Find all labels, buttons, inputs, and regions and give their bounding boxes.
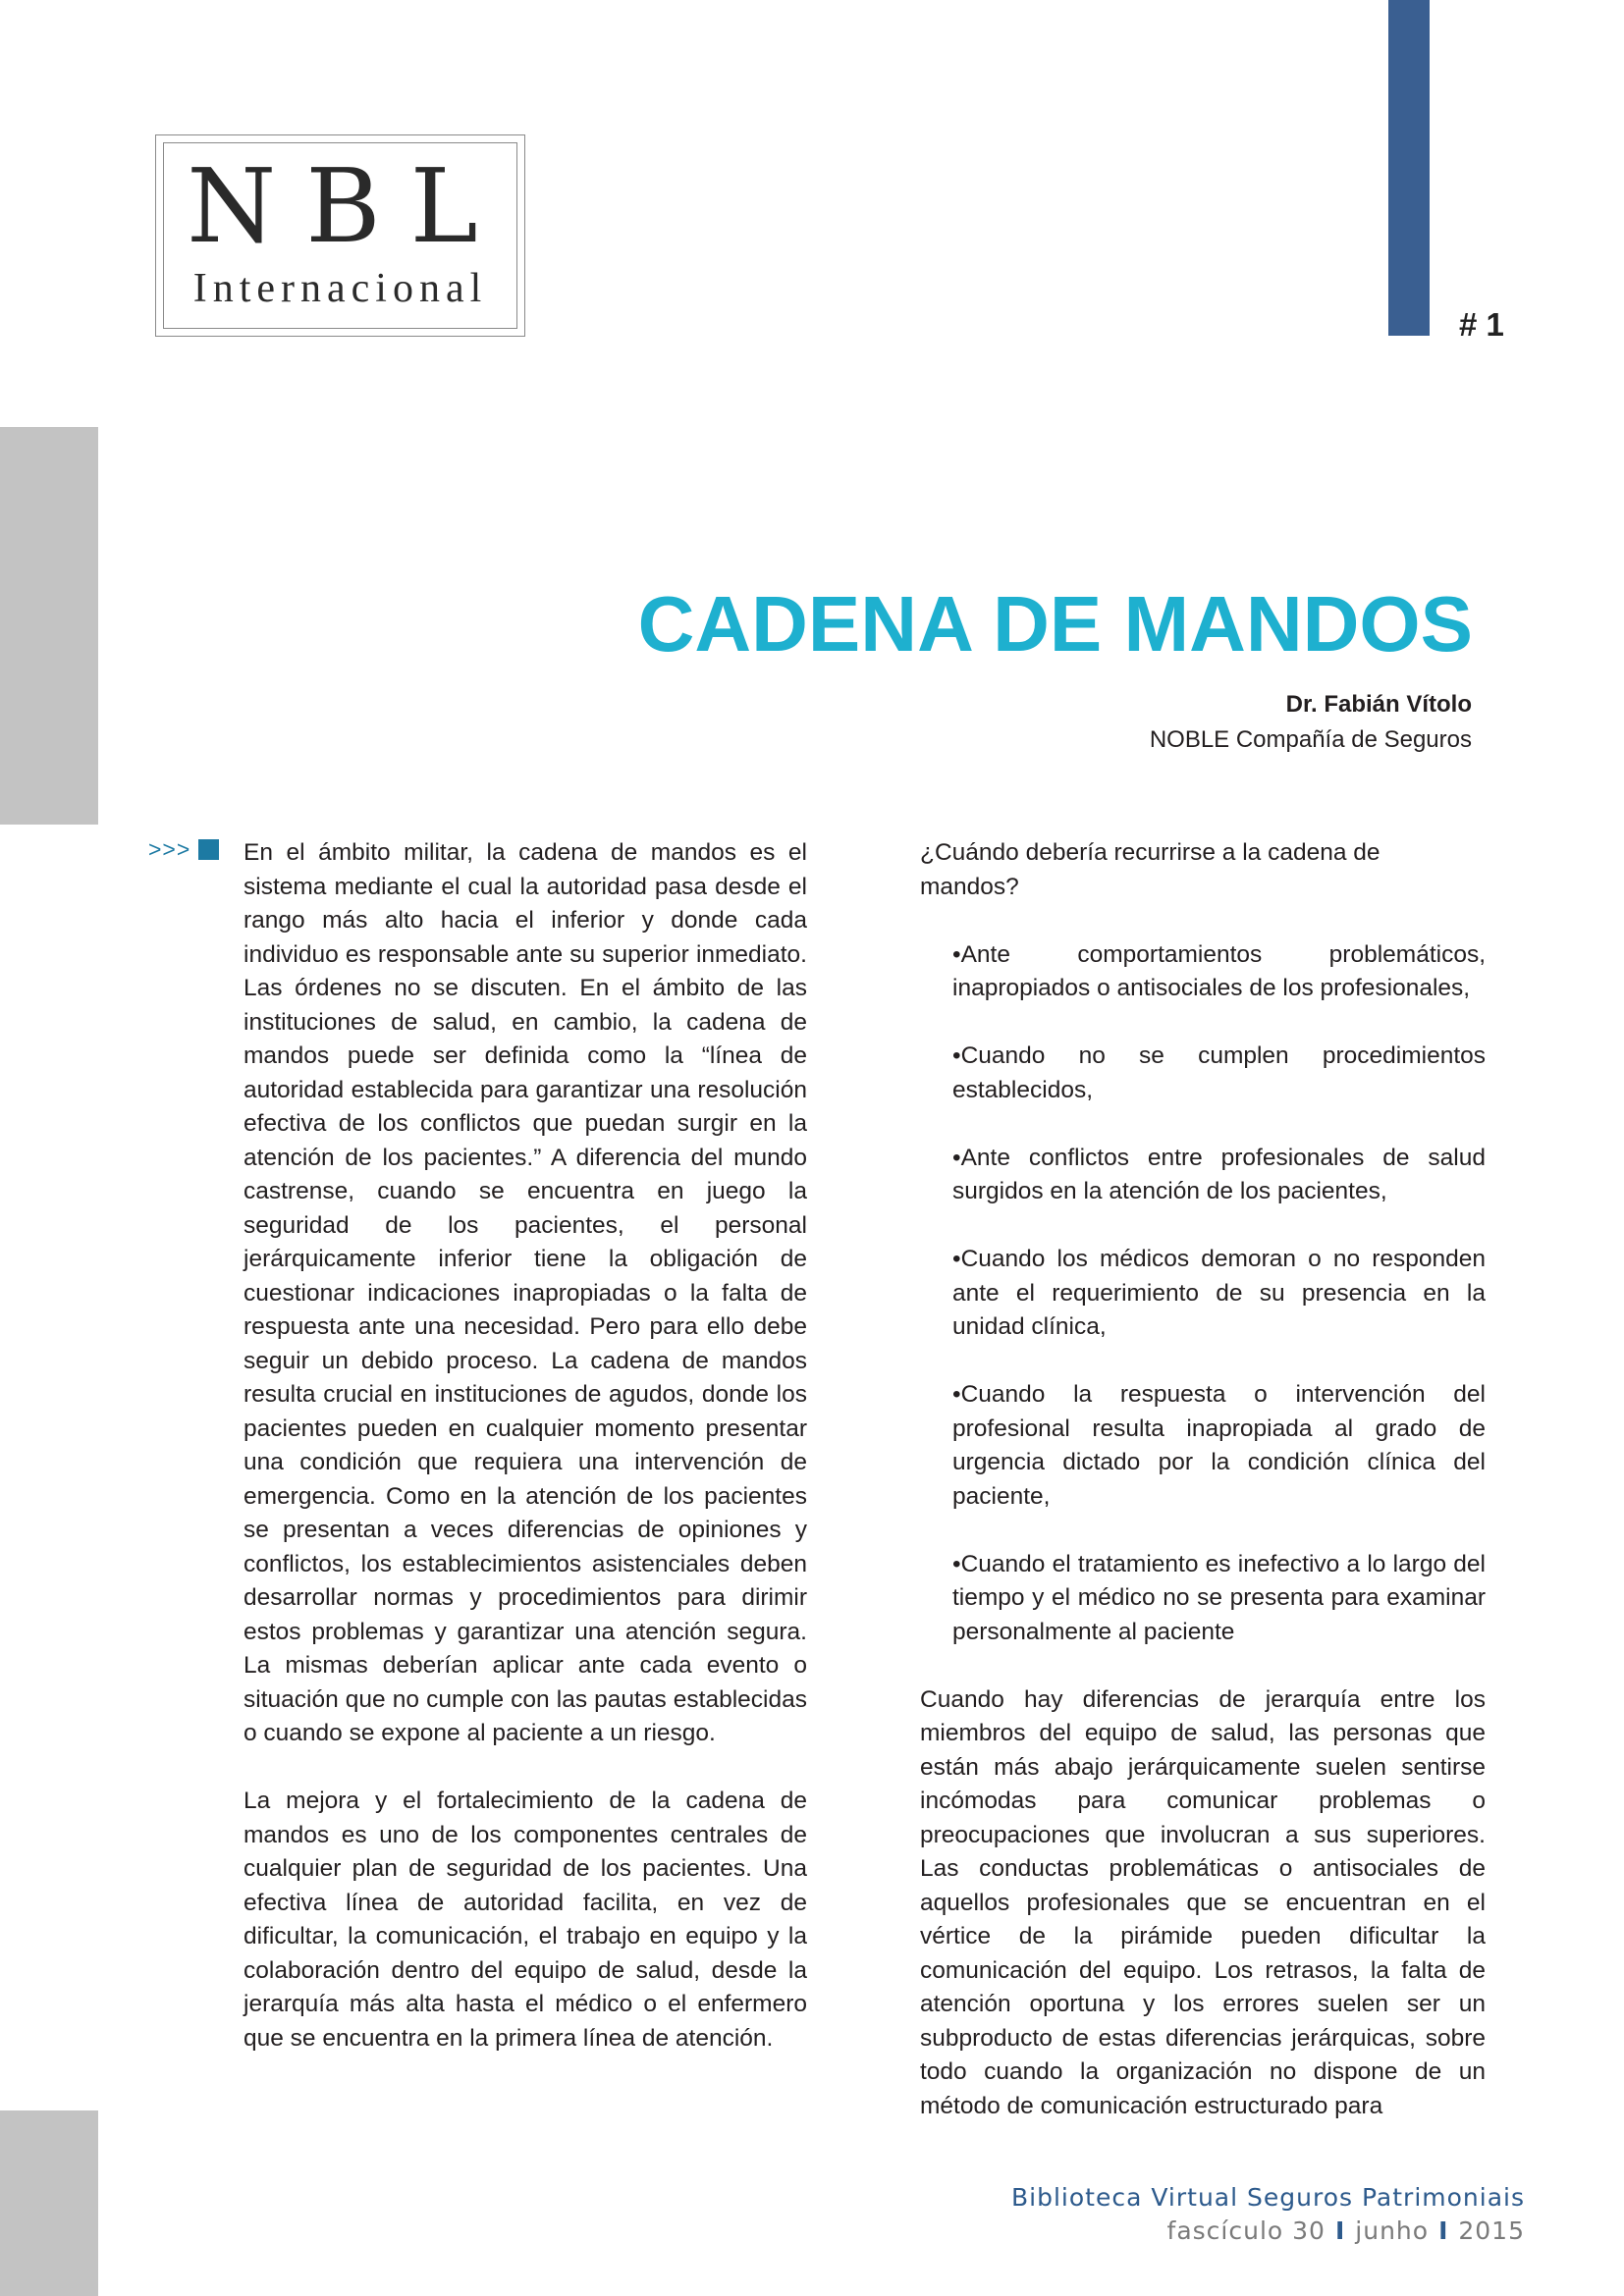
footer-year: 2015: [1458, 2216, 1525, 2245]
list-item: •Cuando no se cumplen procedimientos establecidos,: [952, 1042, 1486, 1103]
list-item: •Cuando los médicos demoran o no responden ante el requerimiento de su presencia en la unidad clínica,: [952, 1246, 1486, 1340]
paragraph: En el ámbito militar, la cadena de mandos es el sistema mediante el cual la autoridad pasa desde el rango más alto hacia el inferior y donde cada individuo es responsable ante su superior inmediato. Las órdenes no se discuten. En el ámbito de las instituciones de salud, en cambio, la cadena de mandos puede ser definida como la “línea de autoridad establecida para garantizar una resolución efectiva de los conflictos que puedan surgir en la atención de los pacientes.” A diferencia del mundo castrense, cuando se encuentra en juego la seguridad de los pacientes, el personal jerárquicamente inferior tiene la obligación de cuestionar indicaciones inapropiadas o la falta de respuesta ante una necesidad. Pero para ello debe seguir un debido proceso. La cadena de mandos resulta crucial en instituciones de agudos, donde los pacientes pueden en cualquier momento presentar una condición que requiera una intervención de emergencia. Como en la atención de los pacientes se presentan a veces diferencias de opiniones y conflictos, los establecimientos asistenciales deben desarrollar normas y procedimientos para dirimir estos problemas y garantizar una atención segura. La mismas deberían aplicar ante cada evento o situación que no cumple con las pautas establecidas o cuando se expone al paciente a un riesgo.: [244, 839, 807, 1746]
author-organization: NOBLE Compañía de Seguros: [1149, 726, 1472, 753]
author-block: [1150, 687, 1472, 758]
question-heading: ¿Cuándo debería recurrirse a la cadena de mandos?: [920, 839, 1380, 900]
list-item: •Ante conflictos entre profesionales de salud surgidos en la atención de los pacientes,: [952, 1144, 1486, 1204]
nbl-logo: [155, 134, 525, 337]
author-name: Dr. Fabián Vítolo: [1285, 691, 1472, 718]
footer-fascicle: fascículo 30: [1166, 2216, 1326, 2245]
logo-main-text: NBL: [187, 146, 508, 266]
bullet-list: [920, 938, 1486, 1650]
lead-marker: [148, 836, 219, 863]
list-item: •Ante comportamientos problemáticos, inapropiados o antisociales de los profesionales,: [952, 940, 1486, 1001]
top-accent-bar: [1388, 0, 1430, 336]
paragraph: Cuando hay diferencias de jerarquía entre los miembros del equipo de salud, las personas que están más abajo jerárquicamente suelen sentirse incómodas para comunicar problemas o preocupaciones que involucran a sus superiores. Las conductas problemáticas o antisociales de aquellos profesionales que se encuentran en el vértice de la pirámide pueden dificultar la comunicación del equipo. Los retrasos, la falta de atención oportuna y los errores suelen ser un subproducto de estas diferencias jerárquicas, sobre todo cuando la organización no dispone de un método de comunicación estructurado para: [920, 1685, 1486, 2119]
issue-number: # 1: [1459, 306, 1504, 343]
footer-library: Biblioteca Virtual Seguros Patrimoniais: [1011, 2183, 1525, 2212]
left-column: [244, 836, 807, 2090]
list-item: •Cuando la respuesta o intervención del profesional resulta inapropiada al grado de urgencia dictado por la condición clínica del paciente,: [952, 1381, 1486, 1510]
logo-sub-text: Internacional: [192, 266, 488, 311]
footer-issue-line: [1011, 2215, 1525, 2248]
lead-arrows-icon: >>>: [148, 836, 191, 862]
lead-square-icon: [198, 839, 219, 860]
list-item: •Cuando el tratamiento es inefectivo a lo largo del tiempo y el médico no se presenta para examinar personalmente al paciente: [952, 1550, 1486, 1645]
page-footer: [1011, 2181, 1525, 2248]
right-column: [920, 836, 1486, 2123]
article-title: CADENA DE MANDOS: [637, 580, 1473, 667]
side-accent-bottom: [0, 2110, 98, 2296]
footer-separator: I: [1334, 2216, 1346, 2245]
paragraph: La mejora y el fortalecimiento de la cadena de mandos es uno de los componentes centrales de cualquier plan de seguridad de los pacientes. Una efectiva línea de autoridad facilita, en vez de dificultar, la comunicación, el trabajo en equipo y la colaboración dentro del equipo de salud, desde la jerarquía más alta hasta el médico o el enfermero que se encuentra en la primera línea de atención.: [244, 1788, 807, 2052]
footer-separator: I: [1438, 2216, 1449, 2245]
footer-month: junho: [1355, 2216, 1430, 2245]
side-accent-top: [0, 427, 98, 825]
